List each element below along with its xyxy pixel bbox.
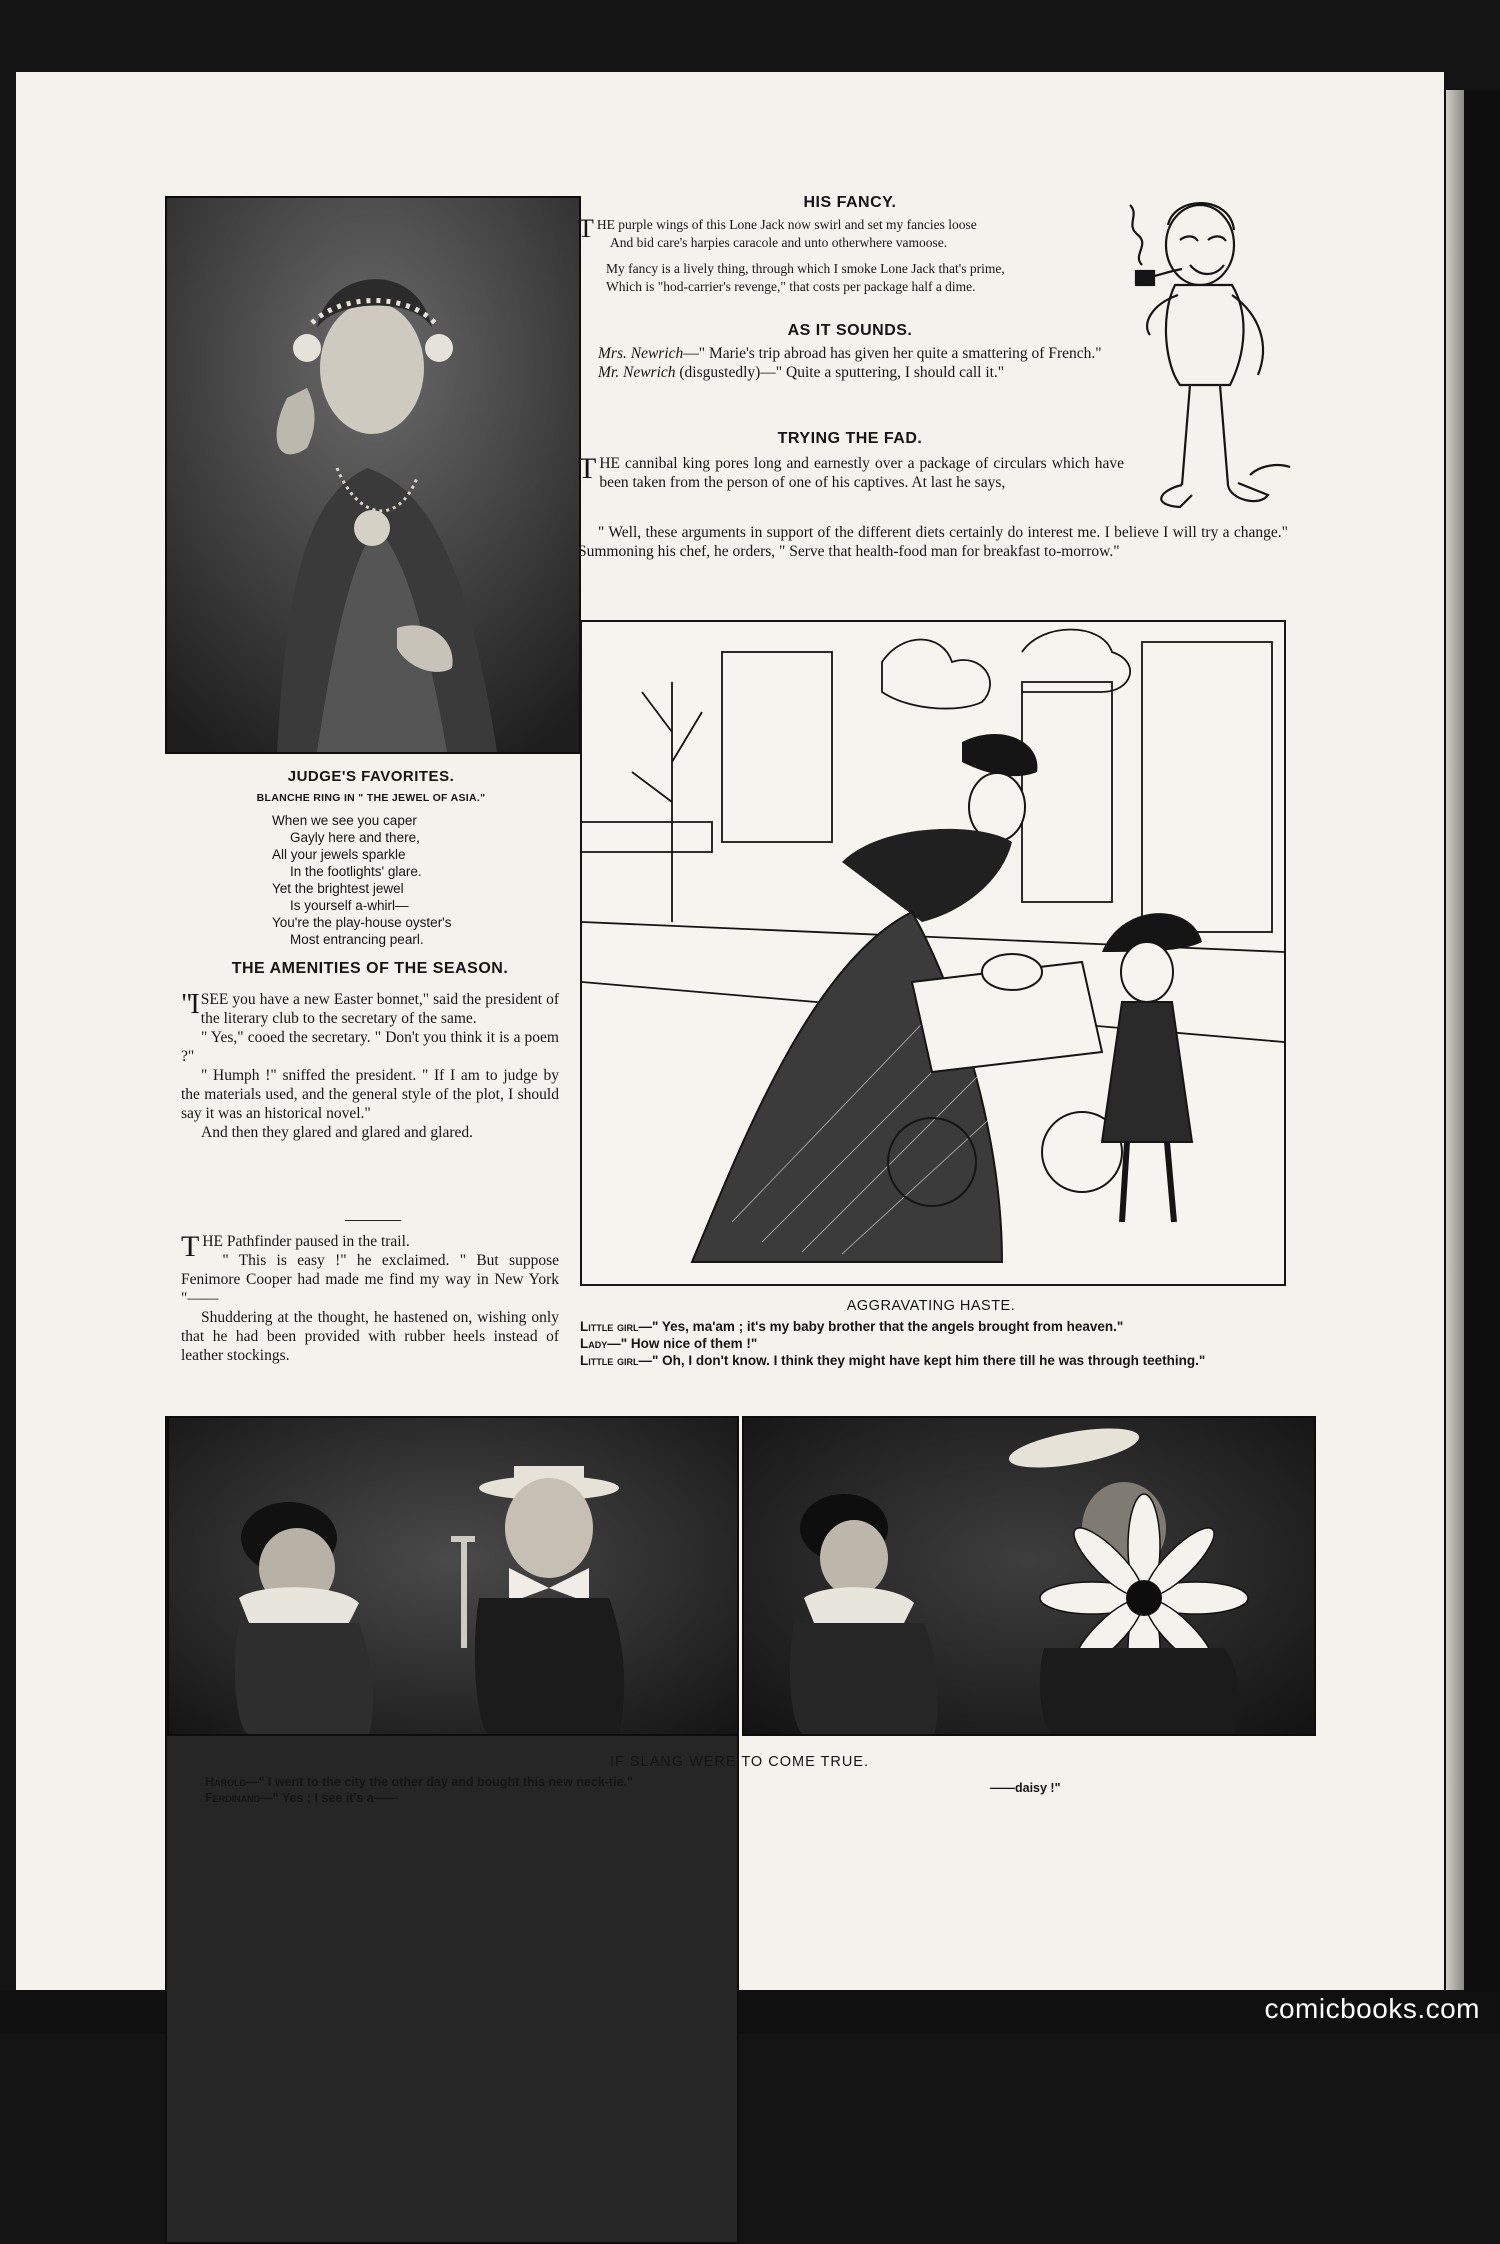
aggravating-haste-line-3: —" Oh, I don't know. I think they might have kept him there till he was through teething." — [638, 1353, 1206, 1368]
speaker-little-girl: Little girl — [580, 1353, 639, 1368]
poem-line: Is yourself a-whirl— — [290, 898, 409, 913]
daisy-scene-photo — [742, 1416, 1316, 1736]
section-divider — [345, 1220, 401, 1221]
slang-line-2: —" Yes ; I see it's a—— — [260, 1791, 399, 1805]
slang-title: IF SLANG WERE TO COME TRUE. — [609, 1754, 870, 1770]
poem-line: All your jewels sparkle — [272, 847, 406, 862]
as-it-sounds-title: AS IT SOUNDS. — [787, 322, 913, 339]
amenities-p1: SEE you have a new Easter bonnet," said the president of the literary club to the secretary of the same. — [200, 991, 559, 1027]
watermark: comicbooks.com — [1264, 1993, 1480, 2024]
as-it-sounds-body — [578, 344, 1124, 382]
poem-line: Most entrancing pearl. — [290, 932, 424, 947]
smoker-illustration — [1120, 185, 1300, 545]
portrait-illustration — [167, 198, 579, 752]
smoker-sketch — [1120, 185, 1300, 545]
pathfinder-body — [181, 1232, 559, 1365]
his-fancy-line-2: And bid care's harpies caracole and unto otherwhere vamoose. — [610, 235, 948, 250]
trying-the-fad-dropcap: T — [578, 452, 597, 485]
poem-line: You're the play-house oyster's — [272, 915, 452, 930]
amenities-p3: " Humph !" sniffed the president. " If I am to judge by the materials used, and the general style of the plot, I should say it was an historical novel." — [181, 1067, 559, 1122]
poem-line: Gayly here and there, — [290, 830, 420, 845]
trying-the-fad-p2: " Well, these arguments in support of the different diets certainly do interest me. I believe I will try a change." Summoning his chef, he orders, " Serve that health-food man for breakfast to-morrow." — [578, 524, 1288, 560]
poem-line: When we see you caper — [272, 813, 417, 828]
aggravating-haste-line-1: —" Yes, ma'am ; it's my baby brother that the angels brought from heaven." — [638, 1319, 1124, 1334]
amenities-title: THE AMENITIES OF THE SEASON. — [231, 960, 509, 977]
speaker-little-girl: Little girl — [580, 1319, 639, 1334]
daisy-scene-illustration — [744, 1418, 1314, 1734]
poem-line: In the footlights' glare. — [290, 864, 422, 879]
aggravating-haste-title: AGGRAVATING HASTE. — [846, 1298, 1016, 1314]
his-fancy-line-3: My fancy is a lively thing, through which I smoke Lone Jack that's prime, — [606, 261, 1005, 276]
his-fancy-line-4: Which is "hod-carrier's revenge," that costs per package half a dime. — [606, 279, 976, 294]
judges-favorites-subtitle: BLANCHE RING IN " THE JEWEL OF ASIA." — [256, 792, 486, 804]
trying-the-fad-body-1 — [578, 454, 1124, 492]
slang-punchline: ——daisy !" — [990, 1781, 1061, 1795]
amenities-body — [181, 990, 559, 1142]
adjacent-page-edge — [1444, 90, 1500, 2034]
necktie-scene-illustration — [169, 1418, 737, 1734]
judges-favorites-title: JUDGE'S FAVORITES. — [287, 768, 455, 785]
amenities-dropcap: "I — [181, 989, 198, 1020]
as-it-sounds-speaker-2: Mr. Newrich — [598, 364, 676, 381]
his-fancy-title: HIS FANCY. — [803, 194, 897, 211]
speaker-harold: Harold — [205, 1775, 247, 1789]
aggravating-haste-cartoon — [580, 620, 1286, 1286]
slang-dialogue — [205, 1774, 905, 1806]
his-fancy-dropcap: T — [578, 214, 594, 243]
speaker-ferdinand: Ferdinand — [205, 1791, 261, 1805]
trying-the-fad-title: TRYING THE FAD. — [777, 430, 923, 447]
harold-ferdinand-photo — [167, 1416, 739, 1736]
page-sliver — [1446, 90, 1464, 2034]
pathfinder-dropcap: T — [181, 1230, 200, 1263]
amenities-p2: " Yes," cooed the secretary. " Don't you think it is a poem ?" — [181, 1029, 559, 1065]
speaker-lady: Lady — [580, 1336, 608, 1351]
pathfinder-p2: " This is easy !" he exclaimed. " But suppose Fenimore Cooper had made me find my way in New York "—— — [181, 1252, 559, 1307]
as-it-sounds-line-2: (disgustedly)—" Quite a sputtering, I should call it." — [675, 364, 1005, 381]
slang-line-1: —" I went to the city the other day and bought this new neck-tie." — [246, 1775, 633, 1789]
as-it-sounds-line-1: —" Marie's trip abroad has given her quite a smattering of French." — [683, 345, 1102, 362]
amenities-p4: And then they glared and glared and glared. — [201, 1124, 474, 1141]
aggravating-haste-line-2: —" How nice of them !" — [607, 1336, 758, 1351]
pathfinder-p3: Shuddering at the thought, he hastened on, wishing only that he had been provided with rubber heels instead of leather stockings. — [181, 1309, 559, 1364]
pathfinder-p1: HE Pathfinder paused in the trail. — [202, 1233, 410, 1250]
his-fancy-line-1: HE purple wings of this Lone Jack now swirl and set my fancies loose — [596, 217, 977, 232]
street-scene-illustration — [582, 622, 1284, 1284]
his-fancy-verse — [578, 216, 1118, 296]
trying-the-fad-p1: HE cannibal king pores long and earnestly over a package of circulars which have been taken from the person of one of his captives. At last he says, — [599, 455, 1124, 491]
judges-favorites-poem — [272, 812, 512, 948]
poem-line: Yet the brightest jewel — [272, 881, 404, 896]
portrait-photo — [165, 196, 581, 754]
as-it-sounds-speaker-1: Mrs. Newrich — [598, 345, 684, 362]
aggravating-haste-dialogue — [580, 1318, 1300, 1369]
